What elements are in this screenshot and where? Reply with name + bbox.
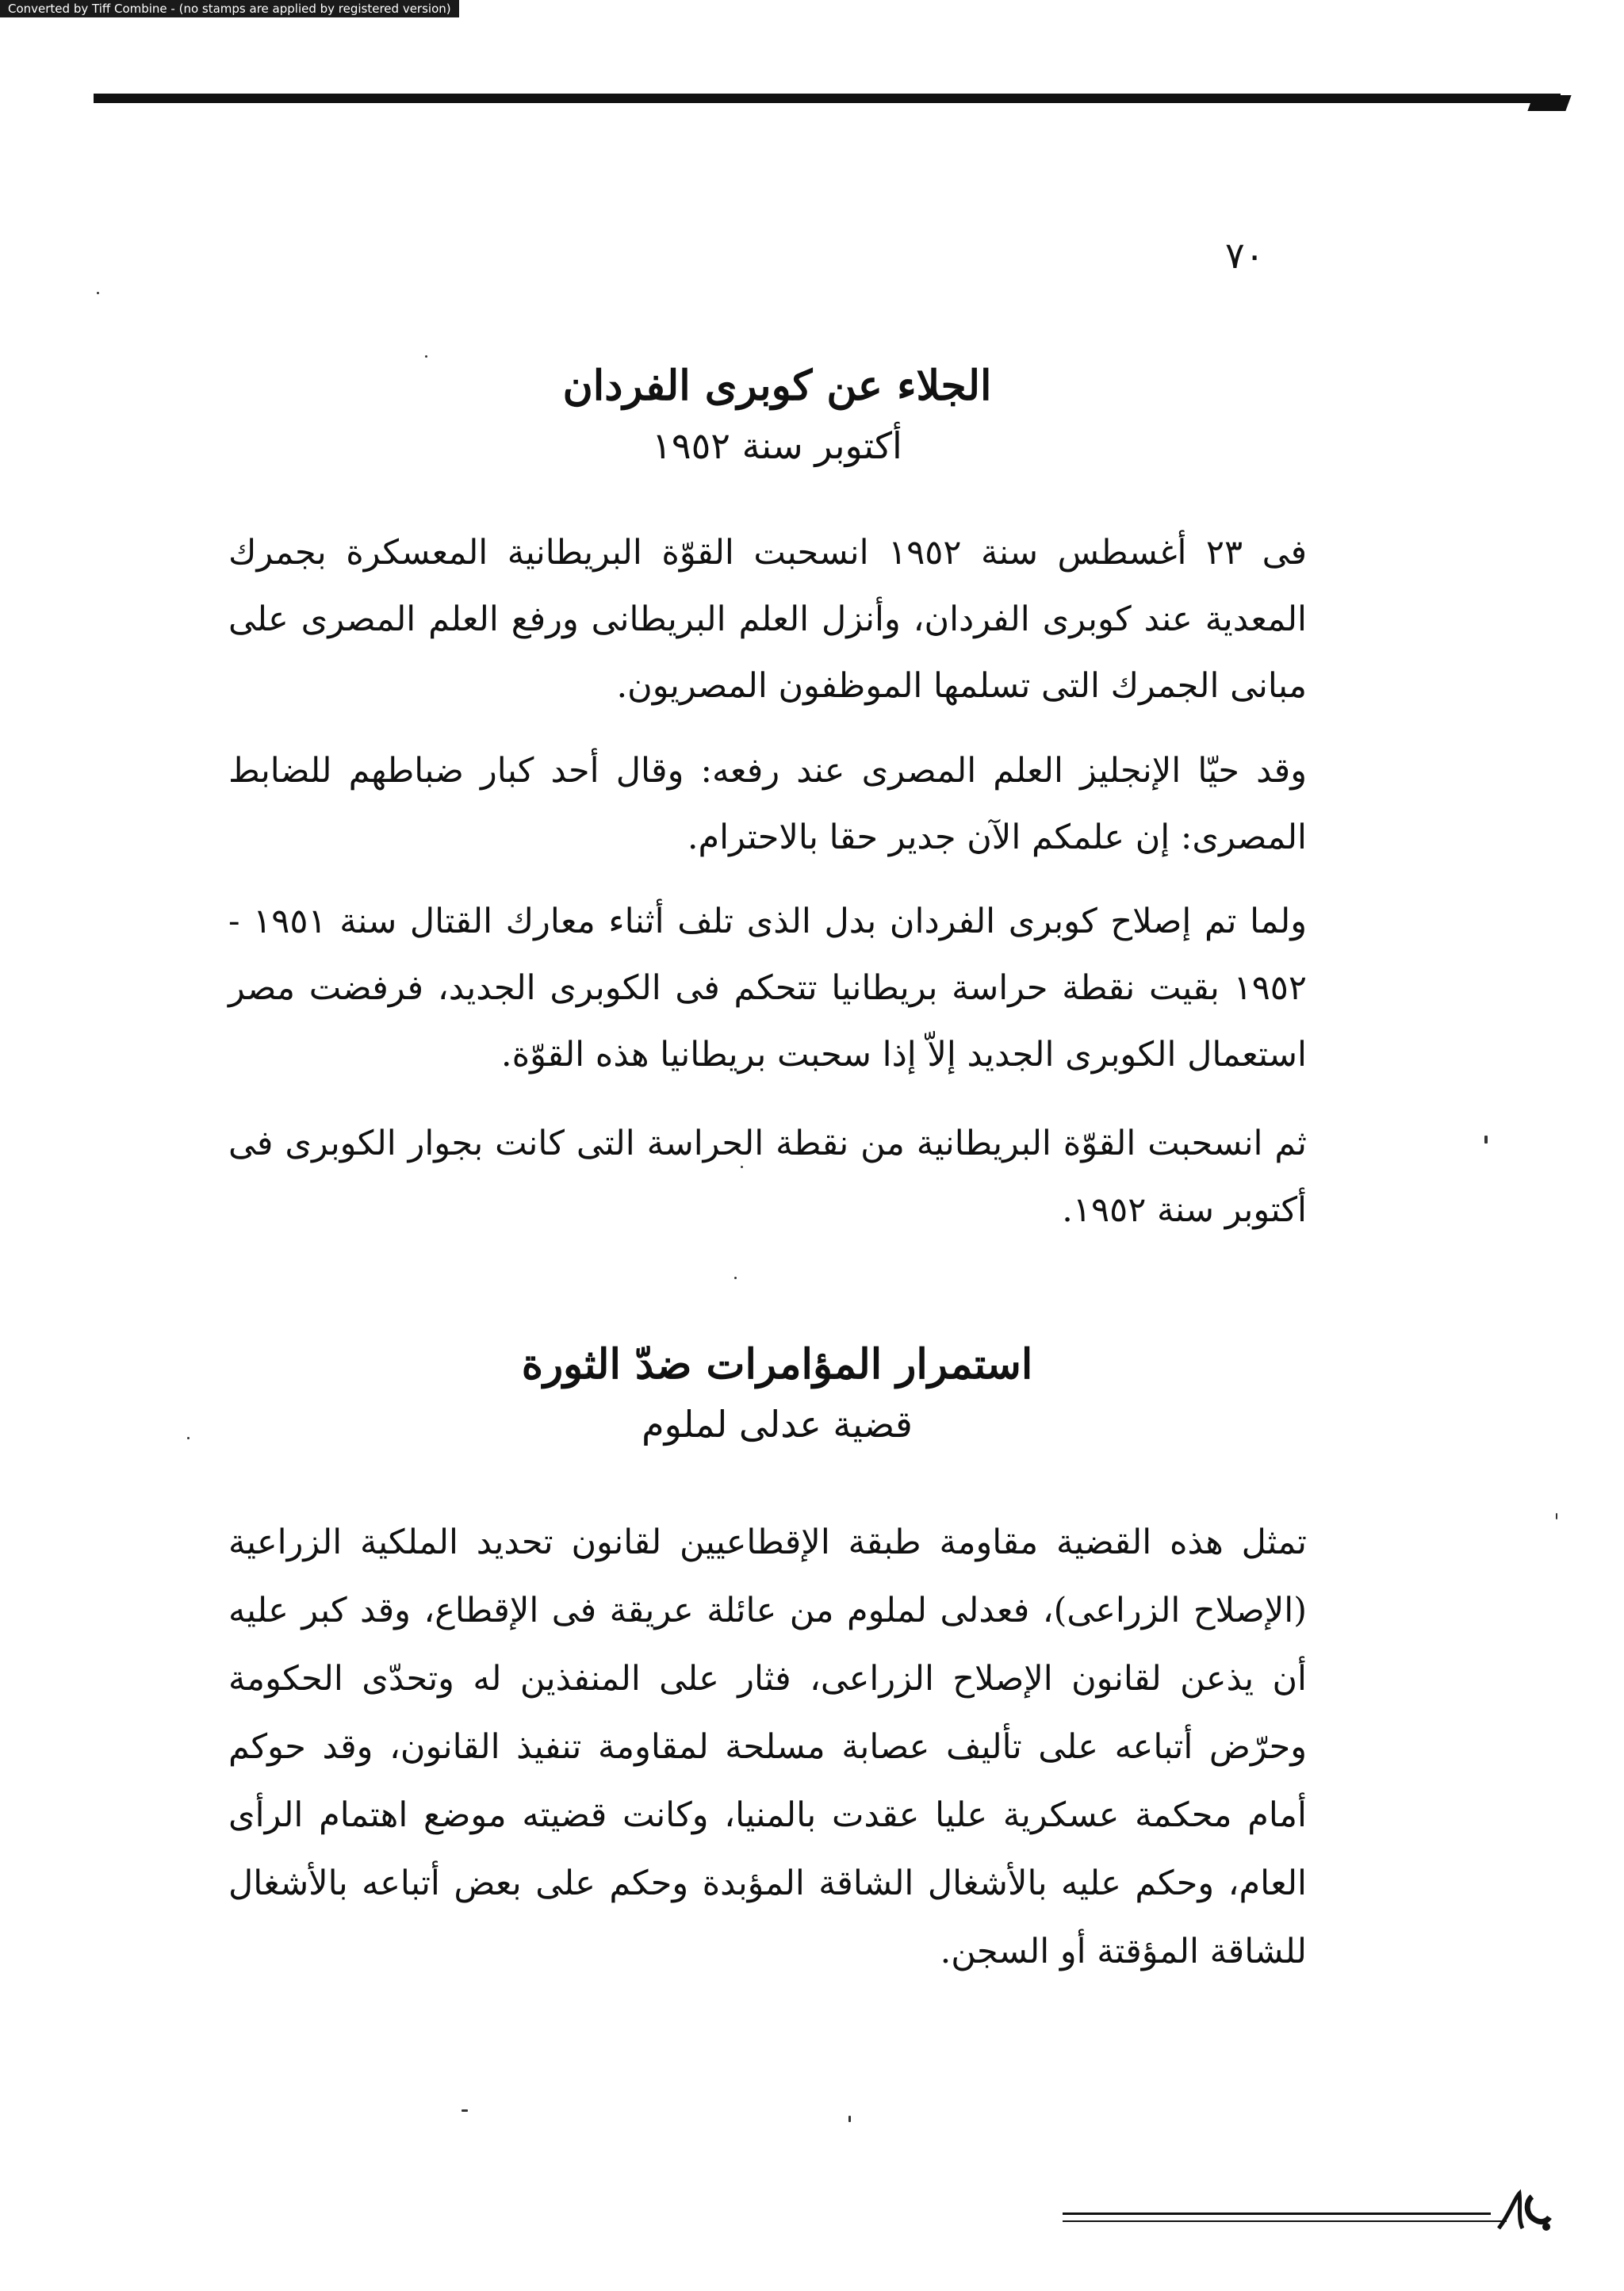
section1-paragraph-1: فى ٢٣ أغسطس سنة ١٩٥٢ انسحبت القوّة البريطانية المعسكرة بجمرك المعدية عند كوبرى الفردان، وأنزل العلم البريطانى ورفع العلم المصرى على مبانى الجمرك التى تسلمها الموظفون المصريون.	[228, 533, 1307, 706]
section2-subtitle: قضية عدلى لملوم	[642, 1403, 913, 1446]
scan-speck	[1484, 1136, 1488, 1144]
section2-title: استمرار المؤامرات ضدّ الثورة	[521, 1340, 1033, 1389]
section2-heading	[476, 1334, 1078, 1453]
top-rule	[94, 94, 1561, 103]
page-number: ٧٠	[1225, 234, 1265, 277]
top-rule-end	[1527, 95, 1571, 111]
section1-paragraph-3: ولما تم إصلاح كوبرى الفردان بدل الذى تلف أثناء معارك القتال سنة ١٩٥١ - ١٩٥٢ بقيت نقطة حراسة بريطانيا تتحكم فى الكوبرى الجديد، فرفضت مصر استعمال الكوبرى الجديد إلاّ إذا سحبت بريطانيا هذه القوّة.	[228, 902, 1307, 1075]
scan-speck	[734, 1277, 737, 1279]
section1-paragraph-4: ثم انسحبت القوّة البريطانية من نقطة الحراسة التى كانت بجوار الكوبرى فى أكتوبر سنة ١٩٥٢.	[228, 1124, 1307, 1230]
converter-banner: Converted by Tiff Combine - (no stamps are applied by registered version)	[0, 0, 459, 17]
section1-subtitle: أكتوبر سنة ١٩٥٢	[652, 424, 902, 467]
section1-paragraph-2: وقد حيّا الإنجليز العلم المصرى عند رفعه: وقال أحد كبار ضباطهم للضابط المصرى: إن علمكم الآن جدير حقا بالاحترام.	[228, 751, 1307, 857]
scan-speck	[187, 1437, 190, 1439]
scan-speck	[462, 2109, 468, 2112]
end-flourish-icon	[1491, 2182, 1562, 2238]
section2-paragraph-1: تمثل هذه القضية مقاومة طبقة الإقطاعيين لقانون تحديد الملكية الزراعية (الإصلاح الزراعى)، فعدلى لملوم من عائلة عريقة فى الإقطاع، وقد كبر عليه أن يذعن لقانون الإصلاح الزراعى، فثار على المنفذين له وتحدّى الحكومة وحرّض أتباعه على تأليف عصابة مسلحة لمقاومة تنفيذ القانون، وقد حوكم أمام محكمة عسكرية عليا عقدت بالمنيا، وكانت قضيته موضع اهتمام الرأى العام، وحكم عليه بالأشغال الشاقة المؤبدة وحكم على بعض أتباعه بالأشغال للشاقة المؤقتة أو السجن.	[228, 1523, 1307, 1971]
scan-speck	[1556, 1513, 1557, 1519]
scan-speck	[741, 1166, 743, 1168]
bottom-rule	[1063, 2212, 1491, 2215]
scan-speck	[425, 355, 427, 358]
section1-heading	[476, 355, 1078, 474]
scan-speck	[97, 292, 99, 294]
section1-title: الجلاء عن كوبرى الفردان	[562, 362, 992, 410]
scan-speck	[848, 2116, 851, 2122]
bottom-rule-lower	[1063, 2220, 1507, 2222]
